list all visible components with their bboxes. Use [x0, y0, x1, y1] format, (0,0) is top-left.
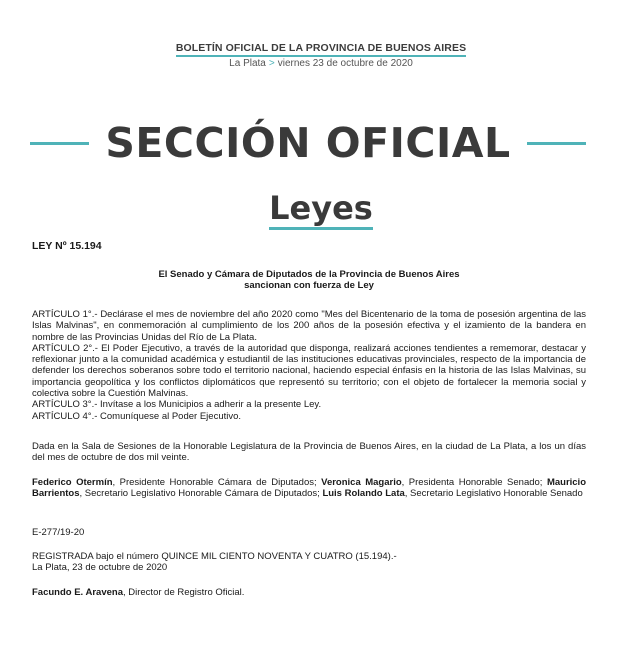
- preamble-line-1: El Senado y Cámara de Diputados de la Provincia de Buenos Aires: [158, 269, 460, 280]
- article-3: ARTÍCULO 3°.- Invítase a los Municipios a adherir a la presente Ley.: [32, 399, 322, 411]
- bulletin-header: [0, 38, 642, 69]
- signatures: [32, 477, 586, 500]
- ley-number: LEY Nº 15.194: [32, 240, 102, 252]
- bulletin-dateline: [0, 58, 642, 69]
- signatory-role-2: , Presidenta Honorable Senado;: [401, 477, 547, 488]
- signatory-name-2: Veronica Magario: [321, 477, 402, 488]
- article-4: ARTÍCULO 4°.- Comuníquese al Poder Ejecutivo.: [32, 410, 242, 422]
- subsection-title: Leyes: [269, 190, 373, 230]
- registry-director-name: Facundo E. Aravena: [32, 587, 123, 598]
- signatory-role-1: , Presidente Honorable Cámara de Diputados;: [112, 477, 322, 488]
- section-line-right: [527, 142, 586, 145]
- dateline-separator: >: [268, 58, 275, 69]
- registry-director-role: , Director de Registro Oficial.: [122, 587, 245, 598]
- section-line-left: [30, 142, 89, 145]
- subsection-heading: [0, 190, 642, 230]
- bulletin-title: BOLETÍN OFICIAL DE LA PROVINCIA DE BUENOS AIRES: [176, 42, 466, 57]
- article-2: ARTÍCULO 2°.- El Poder Ejecutivo, a través de la autoridad que disponga, realizará acciones tendientes a rememorar, destacar y reflexionar junto a la comunidad académica y estudiantil de las instituciones educativas provinciales, respecto de la importancia de defender los derechos soberanos sobre todo el territorio nacional, haciendo especial énfasis en la historia de las Islas Malvinas, su importancia geopolítica y los conflictos diplomáticos que representó su territorio; con el objeto de fortalecer la memoria social y colectiva sobre la Cuestión Malvinas.: [32, 342, 586, 400]
- section-heading: [30, 118, 586, 168]
- section-title: SECCIÓN OFICIAL: [105, 119, 511, 167]
- registry-signature: [32, 587, 586, 598]
- article-1: ARTÍCULO 1°.- Declárase el mes de noviembre del año 2020 como "Mes del Bicentenario de la toma de posesión argentina de las Islas Malvinas", en conmemoración al cumplimiento de los 200 años de la posesión efectiva y el izamiento de la bandera en nombre de las Provincias Unidas del Río de La Plata.: [32, 309, 586, 343]
- dateline-place: La Plata: [229, 58, 266, 69]
- registration-line-1: REGISTRADA bajo el número QUINCE MIL CIENTO NOVENTA Y CUATRO (15.194).-: [32, 551, 397, 562]
- signatory-name-4: Luis Rolando Lata: [322, 488, 405, 500]
- signatory-role-4: , Secretario Legislativo Honorable Senado: [404, 488, 583, 500]
- articles: [32, 309, 586, 422]
- dada-paragraph: Dada en la Sala de Sesiones de la Honorable Legislatura de la Provincia de Buenos Aires, en la ciudad de La Plata, a los un días del mes de octubre de dos mil veinte.: [32, 441, 586, 464]
- preamble-line-2: sancionan con fuerza de Ley: [244, 280, 374, 292]
- registration-line-2: La Plata, 23 de octubre de 2020: [32, 562, 168, 574]
- expediente-number: E-277/19-20: [32, 527, 85, 538]
- registration-note: [32, 551, 586, 574]
- preamble: [32, 269, 586, 292]
- signatory-role-3: , Secretario Legislativo Honorable Cámara de Diputados;: [79, 488, 323, 500]
- dateline-date: viernes 23 de octubre de 2020: [277, 58, 413, 69]
- signatory-name-3: Mauricio Barrientos: [32, 477, 586, 500]
- signatory-name-1: Federico Otermín: [32, 477, 113, 488]
